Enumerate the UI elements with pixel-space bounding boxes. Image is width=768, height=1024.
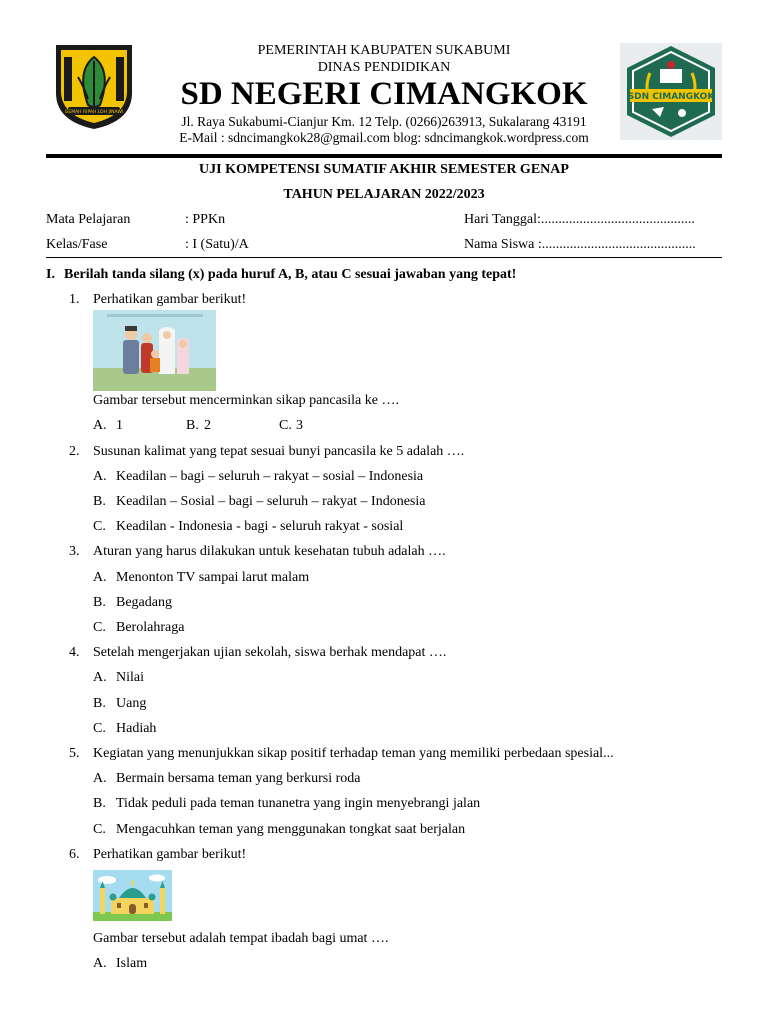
option-c-text: 3 bbox=[296, 418, 303, 433]
option-letter[interactable]: A. bbox=[93, 956, 107, 971]
option-text: Uang bbox=[116, 696, 147, 711]
option-letter[interactable]: A. bbox=[93, 771, 107, 786]
section-number: I. bbox=[46, 267, 55, 282]
option-b-text: 2 bbox=[204, 418, 211, 433]
name-field: Nama Siswa :............................................ bbox=[464, 237, 696, 252]
info-divider bbox=[46, 257, 722, 258]
option-letter[interactable]: B. bbox=[93, 494, 106, 509]
question-number: 6. bbox=[69, 847, 80, 862]
question-text: Perhatikan gambar berikut! bbox=[93, 847, 247, 862]
option-c-letter[interactable]: C. bbox=[279, 418, 292, 433]
question-number: 3. bbox=[69, 544, 80, 559]
question-text: Susunan kalimat yang tepat sesuai bunyi pancasila ke 5 adalah …. bbox=[93, 444, 465, 459]
option-text: Keadilan – Sosial – bagi – seluruh – rakyat – Indonesia bbox=[116, 494, 426, 509]
exam-year: TAHUN PELAJARAN 2022/2023 bbox=[283, 187, 485, 202]
header-divider bbox=[46, 154, 722, 158]
gov-line: PEMERINTAH KABUPATEN SUKABUMI bbox=[257, 43, 511, 58]
class-label: Kelas/Fase bbox=[46, 237, 108, 252]
option-text: Keadilan – bagi – seluruh – rakyat – sosial – Indonesia bbox=[116, 469, 424, 484]
mosque-illustration bbox=[93, 870, 172, 921]
school-address: Jl. Raya Sukabumi-Cianjur Km. 12 Telp. (0266)263913, Sukalarang 43191 bbox=[181, 114, 587, 129]
school-name: SD NEGERI CIMANGKOK bbox=[180, 76, 588, 112]
question-caption: Gambar tersebut mencerminkan sikap pancasila ke …. bbox=[93, 393, 399, 408]
question-caption: Gambar tersebut adalah tempat ibadah bagi umat …. bbox=[93, 931, 389, 946]
question-text: Kegiatan yang menunjukkan sikap positif terhadap teman yang memiliki perbedaan spesial... bbox=[93, 746, 614, 761]
option-text: Mengacuhkan teman yang menggunakan tongkat saat berjalan bbox=[116, 822, 466, 837]
option-letter[interactable]: B. bbox=[93, 696, 106, 711]
option-a-text: 1 bbox=[116, 418, 123, 433]
option-letter[interactable]: C. bbox=[93, 620, 106, 635]
option-text: Menonton TV sampai larut malam bbox=[116, 570, 310, 585]
subject-value: : PPKn bbox=[185, 212, 226, 227]
option-b-letter[interactable]: B. bbox=[186, 418, 199, 433]
option-a-letter[interactable]: A. bbox=[93, 418, 107, 433]
option-letter[interactable]: B. bbox=[93, 595, 106, 610]
option-text: Berolahraga bbox=[116, 620, 185, 635]
option-text: Nilai bbox=[116, 670, 144, 685]
option-letter[interactable]: C. bbox=[93, 822, 106, 837]
question-text: Perhatikan gambar berikut! bbox=[93, 292, 247, 307]
option-text: Hadiah bbox=[116, 721, 157, 736]
question-number: 2. bbox=[69, 444, 80, 459]
left-logo-motto: GEMAH RIPAH LOH JINAWI bbox=[64, 110, 124, 115]
class-value: : I (Satu)/A bbox=[185, 237, 249, 252]
date-field: Hari Tanggal:............................................ bbox=[464, 212, 695, 227]
section-instruction: Berilah tanda silang (x) pada huruf A, B, atau C sesuai jawaban yang tepat! bbox=[64, 267, 517, 282]
option-letter[interactable]: B. bbox=[93, 796, 106, 811]
question-number: 5. bbox=[69, 746, 80, 761]
subject-label: Mata Pelajaran bbox=[46, 212, 131, 227]
option-text: Begadang bbox=[116, 595, 172, 610]
option-text: Keadilan - Indonesia - bagi - seluruh rakyat - sosial bbox=[116, 519, 404, 534]
question-number: 1. bbox=[69, 292, 80, 307]
option-text: Tidak peduli pada teman tunanetra yang ingin menyebrangi jalan bbox=[116, 796, 481, 811]
option-letter[interactable]: A. bbox=[93, 469, 107, 484]
dept-line: DINAS PENDIDIKAN bbox=[317, 60, 451, 75]
family-prayer-illustration bbox=[93, 310, 216, 391]
question-text: Setelah mengerjakan ujian sekolah, siswa berhak mendapat …. bbox=[93, 645, 447, 660]
question-text: Aturan yang harus dilakukan untuk kesehatan tubuh adalah …. bbox=[93, 544, 446, 559]
option-letter[interactable]: A. bbox=[93, 670, 107, 685]
option-letter[interactable]: C. bbox=[93, 721, 106, 736]
option-text: Bermain bersama teman yang berkursi roda bbox=[116, 771, 361, 786]
exam-title: UJI KOMPETENSI SUMATIF AKHIR SEMESTER GENAP bbox=[199, 162, 569, 177]
option-letter[interactable]: A. bbox=[93, 570, 107, 585]
question-number: 4. bbox=[69, 645, 80, 660]
option-text: Islam bbox=[116, 956, 148, 971]
school-contact: E-Mail : sdncimangkok28@gmail.com blog: sdncimangkok.wordpress.com bbox=[179, 130, 589, 145]
right-logo-banner: SDN CIMANGKOK bbox=[627, 92, 715, 102]
option-letter[interactable]: C. bbox=[93, 519, 106, 534]
